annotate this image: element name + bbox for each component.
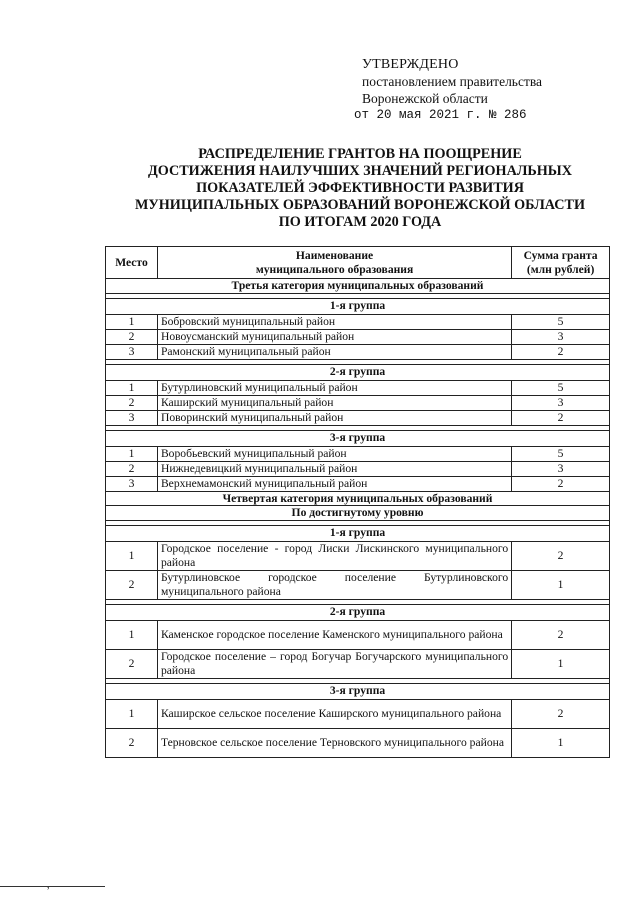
approval-line: Воронежской области	[362, 91, 488, 106]
place-cell: 2	[106, 461, 158, 476]
name-cell: Поворинский муниципальный район	[157, 410, 511, 425]
group-row	[106, 298, 610, 314]
table-row	[106, 699, 610, 728]
group-title: 2-я группа	[106, 364, 610, 380]
name-cell: Рамонский муниципальный район	[157, 344, 511, 359]
table-row	[106, 344, 610, 359]
place-cell: 2	[106, 395, 158, 410]
group-title: 1-я группа	[106, 525, 610, 541]
name-cell: Бутурлиновское городское поселение Бутурлиновского муниципального района	[157, 570, 511, 599]
header-name-line: Наименование	[295, 249, 374, 262]
name-cell: Городское поселение – город Богучар Богучарского муниципального района	[157, 649, 511, 678]
place-cell: 3	[106, 410, 158, 425]
title-line: ПО ИТОГАМ 2020 ГОДА	[278, 214, 442, 230]
sum-cell: 5	[512, 446, 610, 461]
title-line: РАСПРЕДЕЛЕНИЕ ГРАНТОВ НА ПООЩРЕНИЕ	[198, 146, 522, 162]
place-cell: 3	[106, 476, 158, 491]
sum-cell: 5	[512, 314, 610, 329]
place-cell: 2	[106, 329, 158, 344]
approval-line: постановлением правительства	[362, 74, 543, 89]
name-cell: Каширское сельское поселение Каширского муниципального района	[157, 699, 511, 728]
table-header-row	[106, 247, 610, 279]
table-row	[106, 380, 610, 395]
group-row	[106, 683, 610, 699]
sum-cell: 2	[512, 699, 610, 728]
group-title: 3-я группа	[106, 430, 610, 446]
place-cell: 2	[106, 570, 158, 599]
table-row	[106, 314, 610, 329]
sum-cell: 3	[512, 461, 610, 476]
category-title: Третья категория муниципальных образований	[106, 279, 610, 294]
group-row	[106, 430, 610, 446]
place-cell: 1	[106, 380, 158, 395]
group-row	[106, 525, 610, 541]
place-cell: 1	[106, 541, 158, 570]
place-cell: 1	[106, 620, 158, 649]
grants-table	[105, 246, 610, 758]
document-title	[100, 146, 620, 231]
category-row	[106, 279, 610, 294]
table-row	[106, 541, 610, 570]
header-place: Место	[106, 247, 158, 279]
subheading-row	[106, 506, 610, 521]
sum-cell: 2	[512, 410, 610, 425]
name-cell: Терновское сельское поселение Терновского муниципального района	[157, 728, 511, 757]
place-cell: 2	[106, 728, 158, 757]
place-cell: 3	[106, 344, 158, 359]
category-row	[106, 491, 610, 506]
sum-cell: 2	[512, 541, 610, 570]
header-name	[157, 247, 511, 279]
title-line: ПОКАЗАТЕЛЕЙ ЭФФЕКТИВНОСТИ РАЗВИТИЯ	[196, 180, 524, 196]
title-line: ДОСТИЖЕНИЯ НАИЛУЧШИХ ЗНАЧЕНИЙ РЕГИОНАЛЬНЫХ	[147, 163, 572, 179]
place-cell: 1	[106, 446, 158, 461]
sum-cell: 3	[512, 395, 610, 410]
table-row	[106, 570, 610, 599]
name-cell: Нижнедевицкий муниципальный район	[157, 461, 511, 476]
approval-date-number: от 20 мая 2021 г. № 286	[354, 108, 527, 122]
scan-mark: ,	[47, 880, 50, 891]
name-cell: Воробьевский муниципальный район	[157, 446, 511, 461]
name-cell: Верхнемамонский муниципальный район	[157, 476, 511, 491]
table-row	[106, 476, 610, 491]
page-footer-line	[0, 886, 105, 887]
group-title: 1-я группа	[106, 298, 610, 314]
table-row	[106, 649, 610, 678]
header-sum-line: (млн рублей)	[526, 262, 595, 276]
group-row	[106, 604, 610, 620]
approval-heading: УТВЕРЖДЕНО	[362, 57, 459, 72]
header-sum-line: Сумма гранта	[523, 249, 598, 262]
header-name-line: муниципального образования	[255, 262, 414, 276]
name-cell: Бобровский муниципальный район	[157, 314, 511, 329]
place-cell: 1	[106, 314, 158, 329]
sum-cell: 2	[512, 476, 610, 491]
place-cell: 2	[106, 649, 158, 678]
group-row	[106, 364, 610, 380]
sum-cell: 2	[512, 620, 610, 649]
table-row	[106, 410, 610, 425]
group-title: 3-я группа	[106, 683, 610, 699]
table-row	[106, 461, 610, 476]
title-line: МУНИЦИПАЛЬНЫХ ОБРАЗОВАНИЙ ВОРОНЕЖСКОЙ ОБЛАСТИ	[134, 197, 586, 213]
sum-cell: 1	[512, 649, 610, 678]
name-cell: Новоусманский муниципальный район	[157, 329, 511, 344]
subheading-title: По достигнутому уровню	[106, 506, 610, 521]
table-row	[106, 728, 610, 757]
sum-cell: 1	[512, 728, 610, 757]
name-cell: Городское поселение - город Лиски Лискинского муниципального района	[157, 541, 511, 570]
table-row	[106, 620, 610, 649]
sum-cell: 2	[512, 344, 610, 359]
category-title: Четвертая категория муниципальных образований	[106, 491, 610, 506]
name-cell: Каменское городское поселение Каменского муниципального района	[157, 620, 511, 649]
sum-cell: 1	[512, 570, 610, 599]
header-sum	[512, 247, 610, 279]
sum-cell: 3	[512, 329, 610, 344]
sum-cell: 5	[512, 380, 610, 395]
table-row	[106, 329, 610, 344]
name-cell: Каширский муниципальный район	[157, 395, 511, 410]
approval-block	[354, 56, 543, 124]
table-row	[106, 446, 610, 461]
group-title: 2-я группа	[106, 604, 610, 620]
name-cell: Бутурлиновский муниципальный район	[157, 380, 511, 395]
table-row	[106, 395, 610, 410]
place-cell: 1	[106, 699, 158, 728]
